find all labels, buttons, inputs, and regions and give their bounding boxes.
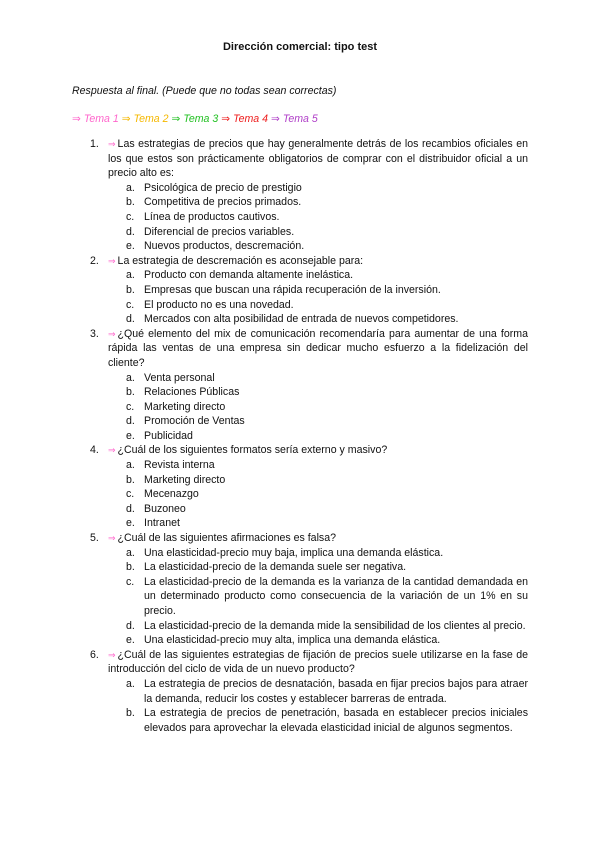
- option: a. Venta personal: [126, 371, 215, 384]
- option: d. Promoción de Ventas: [126, 415, 245, 428]
- question-number: 6.: [90, 648, 99, 661]
- question-text: ¿Cuál de las siguientes afirmaciones es falsa?: [117, 532, 337, 545]
- option: b. La estrategia de precios de penetración, basada en establecer precios iniciales elevados para aprovechar la elevada elasticidad inicial de algunos segmentos.: [126, 707, 528, 734]
- answer-note: Respuesta al final. (Puede que no todas sean correctas): [72, 85, 337, 97]
- question-4: [0, 443, 600, 531]
- option: b. Relaciones Públicas: [126, 386, 240, 399]
- option: d. Mercados con alta posibilidad de entrada de nuevos competidores.: [126, 313, 459, 326]
- option: b. Marketing directo: [126, 473, 226, 486]
- question-text: La estrategia de descremación es aconsejable para:: [117, 254, 364, 267]
- option: c. Marketing directo: [126, 400, 226, 413]
- question-number: 5.: [90, 532, 99, 545]
- legend-item-tema-1: ⇒ Tema 1: [72, 113, 119, 125]
- option: b. Competitiva de precios primados.: [126, 196, 302, 209]
- question-text: ¿Cuál de los siguientes formatos sería externo y masivo?: [117, 444, 388, 457]
- document-title: Dirección comercial: tipo test: [222, 41, 378, 53]
- arrow-icon: ⇒: [271, 113, 280, 125]
- option: e. Nuevos productos, descremación.: [126, 240, 305, 253]
- question-3: [0, 327, 600, 444]
- option-list: [108, 181, 528, 254]
- arrow-icon: ⇒: [72, 113, 81, 125]
- option: c. Mecenazgo: [126, 488, 199, 501]
- legend-item-tema-5: ⇒ Tema 5: [271, 113, 318, 125]
- question-number: 3.: [90, 327, 99, 340]
- option-list: [108, 268, 528, 326]
- option: a. Una elasticidad-precio muy baja, implica una demanda elástica.: [126, 546, 444, 559]
- option: b. Empresas que buscan una rápida recuperación de la inversión.: [126, 283, 441, 296]
- option-list: [108, 677, 528, 735]
- option: e. Publicidad: [126, 429, 193, 442]
- question-text: ¿Cuál de las siguientes estrategias de fijación de precios suele utilizarse en la fase de introducción del ciclo de vida de un nuevo producto?: [108, 648, 528, 676]
- question-number: 4.: [90, 444, 99, 457]
- option-list: [108, 371, 528, 444]
- tema-arrow-icon: ⇒: [108, 328, 116, 339]
- tema-legend: [72, 112, 318, 127]
- question-5: [0, 531, 600, 648]
- tema-arrow-icon: ⇒: [108, 139, 116, 149]
- tema-arrow-icon: ⇒: [108, 255, 116, 266]
- arrow-icon: ⇒: [171, 113, 181, 125]
- option: a. La estrategia de precios de desnatación, basada en fijar precios bajos para atraer la demanda, reducir los costes y establecer barreras de entrada.: [126, 677, 528, 705]
- option: d. La elasticidad-precio de la demanda mide la sensibilidad de los clientes al precio.: [126, 619, 526, 632]
- option: e. Una elasticidad-precio muy alta, implica una demanda elástica.: [126, 634, 441, 647]
- arrow-icon: ⇒: [121, 113, 131, 125]
- question-number: 2.: [90, 254, 99, 267]
- option: d. Buzoneo: [126, 502, 186, 515]
- option: a. Psicológica de precio de prestigio: [126, 181, 302, 194]
- question-list: [0, 137, 600, 735]
- option: c. La elasticidad-precio de la demanda es la varianza de la cantidad demandada en un determinado producto como consecuencia de la variación de un 1% en su precio.: [126, 575, 528, 617]
- option-list: [108, 546, 528, 648]
- option: e. Intranet: [126, 517, 180, 530]
- legend-item-tema-4: ⇒ Tema 4: [221, 113, 269, 125]
- option-list: [108, 458, 528, 531]
- option: a. Revista interna: [126, 459, 215, 472]
- question-number: 1.: [90, 138, 99, 150]
- option: c. Línea de productos cautivos.: [126, 210, 280, 223]
- tema-arrow-icon: ⇒: [108, 533, 116, 544]
- option: d. Diferencial de precios variables.: [126, 225, 295, 238]
- question-text: ¿Qué elemento del mix de comunicación recomendaría para aumentar de una forma rápida las ventas de una empresa sin dedicar mucho esfuerzo a la fidelización del cliente?: [108, 327, 528, 369]
- tema-arrow-icon: ⇒: [108, 649, 116, 660]
- question-text: Las estrategias de precios que hay generalmente detrás de los recambios oficiales en los que estos son prácticamente obligatorios de comprar con el distribuidor oficial a un precio alto es:: [108, 138, 528, 180]
- question-6: [0, 648, 600, 736]
- question-1: [0, 137, 600, 254]
- legend-item-tema-2: ⇒ Tema 2: [121, 113, 169, 125]
- option: b. La elasticidad-precio de la demanda suele ser negativa.: [126, 561, 407, 574]
- option: c. El producto no es una novedad.: [126, 298, 294, 311]
- option: a. Producto con demanda altamente inelástica.: [126, 269, 354, 282]
- legend-item-tema-3: ⇒ Tema 3: [171, 113, 219, 125]
- arrow-icon: ⇒: [221, 113, 231, 125]
- question-2: [0, 254, 600, 327]
- tema-arrow-icon: ⇒: [108, 445, 116, 456]
